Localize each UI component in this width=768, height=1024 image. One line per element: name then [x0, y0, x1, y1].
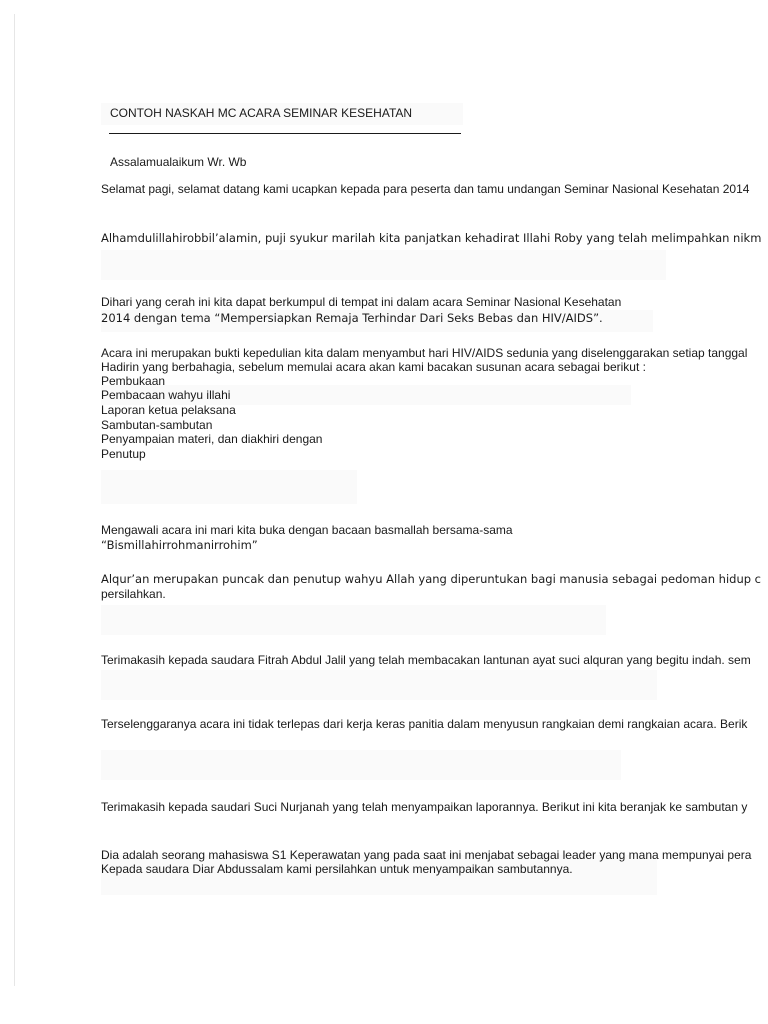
agenda-item: Penyampaian materi, dan diakhiri dengan [101, 432, 323, 446]
agenda-item: Pembacaan wahyu illahi [101, 388, 231, 402]
shade-block [101, 470, 357, 504]
paragraph-leader-line: Dia adalah seorang mahasiswa S1 Keperawatan yang pada saat ini menjabat sebagai leader yang mana mempunyai pera [101, 848, 752, 862]
shade-block [101, 605, 606, 635]
paragraph-thanks-report: Terimakasih kepada saudari Suci Nurjanah yang telah menyampaikan laporannya. Berikut ini kita beranjak ke sambutan y [101, 800, 748, 814]
greeting: Assalamualaikum Wr. Wb [110, 155, 247, 169]
paragraph-leader-line: Kepada saudara Diar Abdussalam kami persilahkan untuk menyampaikan sambutannya. [101, 862, 573, 876]
paragraph-welcome: Selamat pagi, selamat datang kami ucapkan kepada para peserta dan tamu undangan Seminar Nasional Kesehatan 2014 [101, 182, 750, 196]
shade-block [101, 250, 666, 280]
title-underline [109, 133, 461, 134]
page-margin-line [14, 14, 15, 986]
paragraph-gratitude: Alhamdulillahirobbil’alamin, puji syukur marilah kita panjatkan kehadirat Illahi Roby yang telah melimpahkan nikm [101, 231, 762, 245]
shade-block [101, 670, 657, 700]
agenda-item: Pembukaan [101, 374, 166, 388]
paragraph-event-line: Dihari yang cerah ini kita dapat berkumpul di tempat ini dalam acara Seminar Nasional Kesehatan [101, 295, 622, 309]
agenda-item: Sambutan-sambutan [101, 418, 213, 432]
document-title: CONTOH NASKAH MC ACARA SEMINAR KESEHATAN [110, 106, 413, 120]
paragraph-agenda-intro: Hadirin yang berbahagia, sebelum memulai acara akan kami bacakan susunan acara sebagai berikut : [101, 360, 646, 374]
paragraph-committee: Terselenggaranya acara ini tidak terlepas dari kerja keras panitia dalam menyusun rangkaian demi rangkaian acara. Berik [101, 717, 748, 731]
agenda-item: Penutup [101, 447, 146, 461]
paragraph-quran-line: Alqur’an merupakan puncak dan penutup wahyu Allah yang diperuntukan bagi manusia sebagai pedoman hidup c [101, 572, 762, 586]
paragraph-purpose-line: Acara ini merupakan bukti kepedulian kita dalam menyambut hari HIV/AIDS sedunia yang diselenggarakan setiap tanggal [101, 346, 748, 360]
agenda-item: Laporan ketua pelaksana [101, 403, 236, 417]
shade-block [101, 750, 621, 780]
paragraph-event-line: 2014 dengan tema “Mempersiapkan Remaja Terhindar Dari Seks Bebas dan HIV/AIDS”. [101, 311, 603, 325]
paragraph-quran-line: persilahkan. [101, 587, 166, 601]
paragraph-thanks-reciter: Terimakasih kepada saudara Fitrah Abdul Jalil yang telah membacakan lantunan ayat suci alquran yang begitu indah. sem [101, 653, 751, 667]
paragraph-opening-line: Mengawali acara ini mari kita buka dengan bacaan basmallah bersama-sama [101, 523, 513, 537]
paragraph-opening-line: “Bismillahirrohmanirrohim” [101, 538, 258, 552]
